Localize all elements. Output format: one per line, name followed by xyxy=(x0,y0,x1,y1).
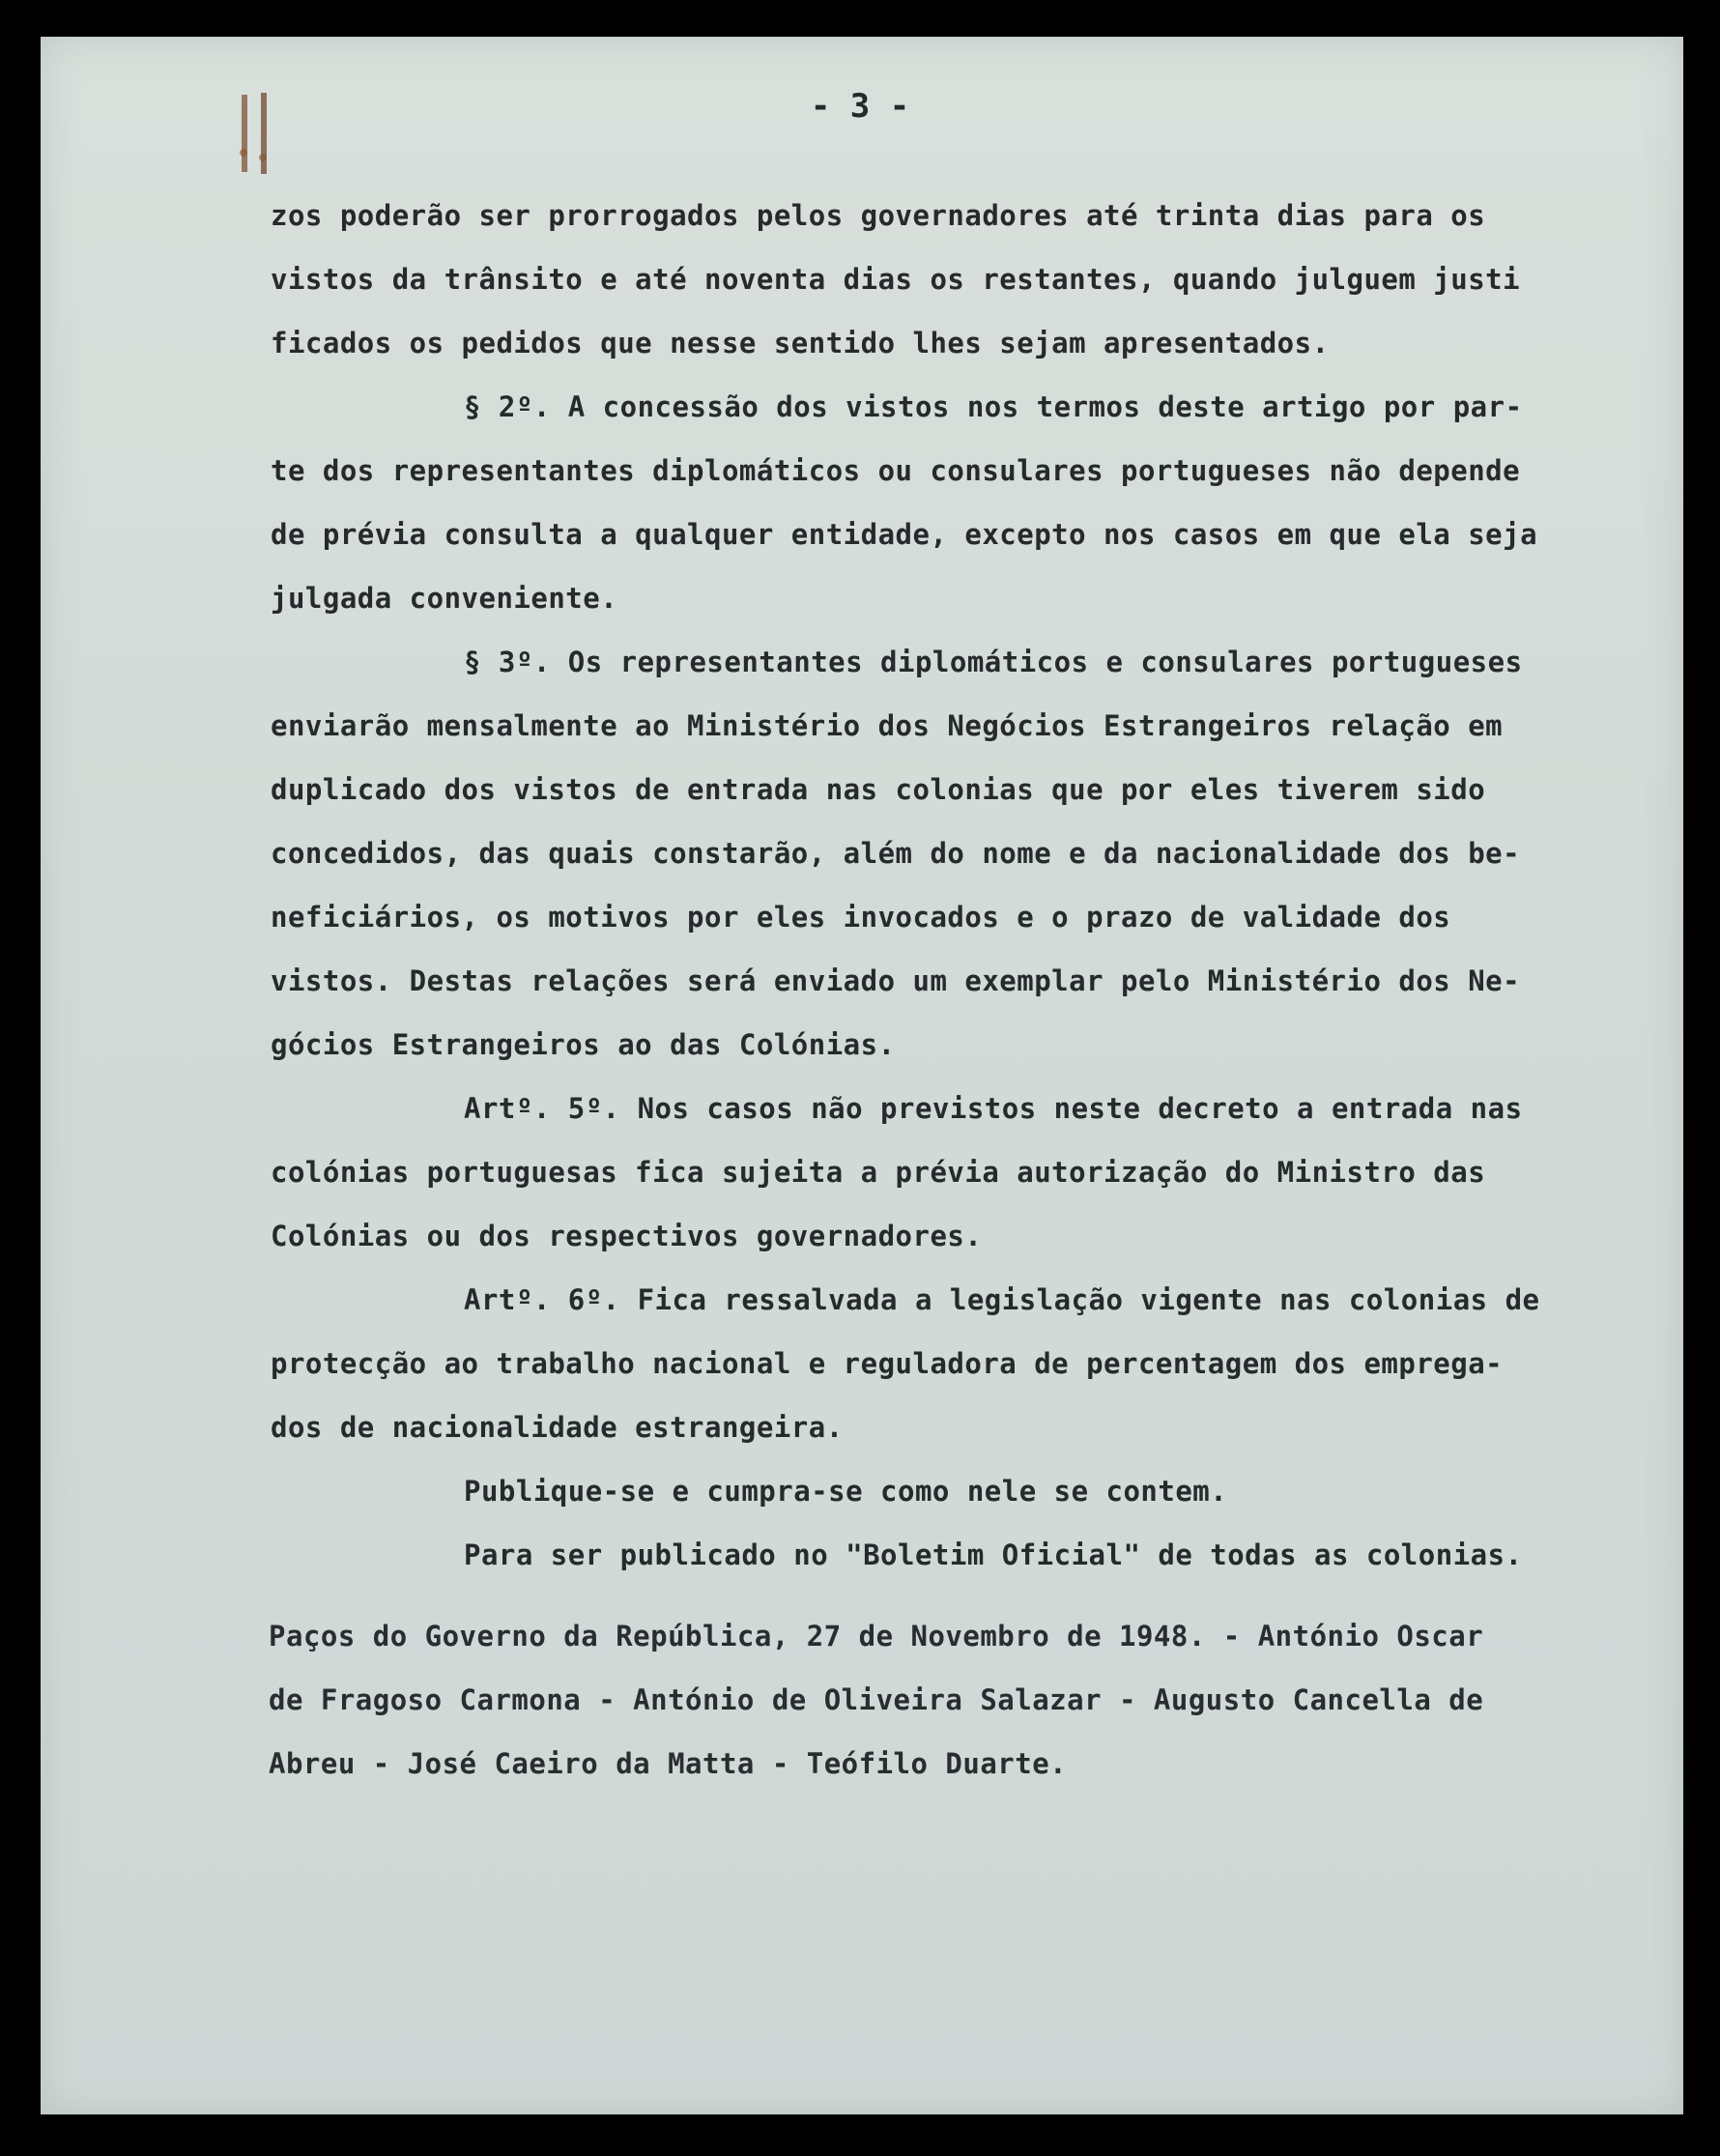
page-number: - 3 - xyxy=(810,87,910,126)
text-line: colónias portuguesas fica sujeita a prévia autorização do Ministro das xyxy=(271,1156,1486,1189)
signature-line: Paços do Governo da República, 27 de Novembro de 1948. - António Oscar xyxy=(269,1620,1484,1653)
text-line: enviarão mensalmente ao Ministério dos Negócios Estrangeiros relação em xyxy=(271,709,1504,742)
text-line: de prévia consulta a qualquer entidade, excepto nos casos em que ela seja xyxy=(271,518,1538,551)
text-line: dos de nacionalidade estrangeira. xyxy=(271,1411,844,1444)
text-line: neficiários, os motivos por eles invocados e o prazo de validade dos xyxy=(271,901,1451,934)
text-line: vistos da trânsito e até noventa dias os restantes, quando julguem justi xyxy=(271,263,1521,296)
text-line: te dos representantes diplomáticos ou consulares portugueses não depende xyxy=(271,454,1521,487)
signature-block xyxy=(269,1604,1679,1796)
text-line: vistos. Destas relações será enviado um exemplar pelo Ministério dos Ne- xyxy=(271,964,1521,997)
text-line: ficados os pedidos que nesse sentido lhes sejam apresentados. xyxy=(271,327,1330,359)
text-line: § 3º. Os representantes diplomáticos e consulares portugueses xyxy=(464,646,1523,678)
text-line: concedidos, das quais constarão, além do nome e da nacionalidade dos be- xyxy=(271,837,1521,870)
text-line: Para ser publicado no "Boletim Oficial" de todas as colonias. xyxy=(464,1538,1523,1571)
text-line: duplicado dos vistos de entrada nas colonias que por eles tiverem sido xyxy=(271,773,1486,806)
signature-line: Abreu - José Caeiro da Matta - Teófilo Duarte. xyxy=(269,1747,1068,1780)
text-line: julgada conveniente. xyxy=(271,582,618,615)
document-body xyxy=(271,184,1681,1587)
text-line: Publique-se e cumpra-se como nele se contem. xyxy=(464,1475,1228,1508)
text-line: Colónias ou dos respectivos governadores. xyxy=(271,1220,983,1252)
text-line: § 2º. A concessão dos vistos nos termos deste artigo por par- xyxy=(464,390,1523,423)
text-line: zos poderão ser prorrogados pelos governadores até trinta dias para os xyxy=(271,199,1486,232)
text-line: Artº. 6º. Fica ressalvada a legislação vigente nas colonias de xyxy=(464,1283,1540,1316)
signature-line: de Fragoso Carmona - António de Oliveira Salazar - Augusto Cancella de xyxy=(269,1683,1484,1716)
text-line: protecção ao trabalho nacional e reguladora de percentagem dos emprega- xyxy=(271,1347,1504,1380)
text-line: gócios Estrangeiros ao das Colónias. xyxy=(271,1028,896,1061)
text-line: Artº. 5º. Nos casos não previstos neste decreto a entrada nas xyxy=(464,1092,1523,1125)
